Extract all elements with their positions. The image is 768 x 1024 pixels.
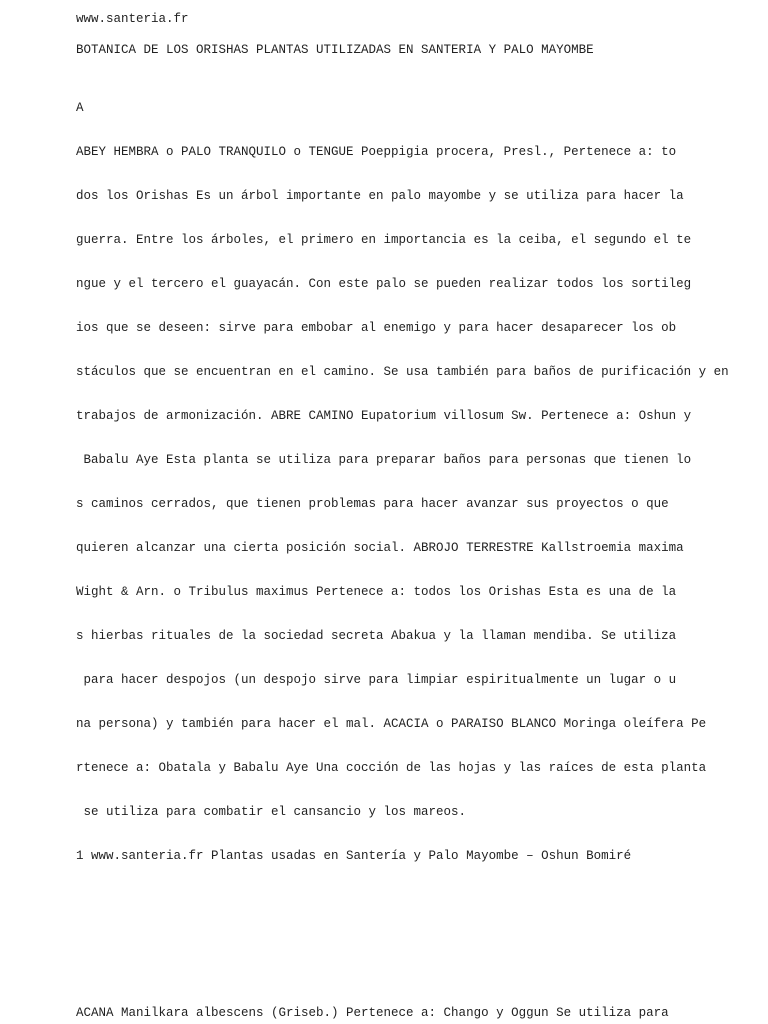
body-line: quieren alcanzar una cierta posición social. ABROJO TERRESTRE Kallstroemia maxima: [76, 541, 684, 555]
header-url: www.santeria.fr: [76, 12, 189, 26]
next-page-line: ACANA Manilkara albescens (Griseb.) Pertenece a: Chango y Oggun Se utiliza para: [76, 1006, 669, 1020]
body-line: se utiliza para combatir el cansancio y los mareos.: [76, 804, 467, 819]
body-line: ngue y el tercero el guayacán. Con este palo se pueden realizar todos los sortileg: [76, 277, 692, 292]
section-letter: A: [76, 101, 84, 116]
body-line: trabajos de armonización. ABRE CAMINO Eupatorium villosum Sw. Pertenece a: Oshun y: [76, 409, 692, 424]
body-line: stáculos que se encuentran en el camino. Se usa también para baños de purificación y en: [76, 365, 729, 380]
body-line: s caminos cerrados, que tienen problemas para hacer avanzar sus proyectos o que: [76, 497, 669, 512]
page-footer: 1 www.santeria.fr Plantas usadas en Santería y Palo Mayombe – Oshun Bomiré: [76, 848, 632, 863]
body-line: s hierbas rituales de la sociedad secreta Abakua y la llaman mendiba. Se utiliza: [76, 628, 677, 643]
body-line: ios que se deseen: sirve para embobar al enemigo y para hacer desaparecer los ob: [76, 321, 677, 336]
body-line: Babalu Aye Esta planta se utiliza para preparar baños para personas que tienen lo: [76, 453, 692, 468]
body-line: guerra. Entre los árboles, el primero en importancia es la ceiba, el segundo el te: [76, 233, 692, 248]
body-line: para hacer despojos (un despojo sirve para limpiar espiritualmente un lugar o u: [76, 672, 677, 687]
body-line: dos los Orishas Es un árbol importante en palo mayombe y se utiliza para hacer la: [76, 189, 684, 204]
body-line: Wight & Arn. o Tribulus maximus Pertenece a: todos los Orishas Esta es una de la: [76, 584, 677, 599]
body-line: na persona) y también para hacer el mal. ACACIA o PARAISO BLANCO Moringa oleífera Pe: [76, 716, 707, 731]
body-line: rtenece a: Obatala y Babalu Aye Una cocción de las hojas y las raíces de esta planta: [76, 760, 707, 775]
body-text: [76, 72, 729, 893]
document-title: BOTANICA DE LOS ORISHAS PLANTAS UTILIZADAS EN SANTERIA Y PALO MAYOMBE: [76, 43, 594, 57]
body-line: ABEY HEMBRA o PALO TRANQUILO o TENGUE Poeppigia procera, Presl., Pertenece a: to: [76, 145, 677, 160]
